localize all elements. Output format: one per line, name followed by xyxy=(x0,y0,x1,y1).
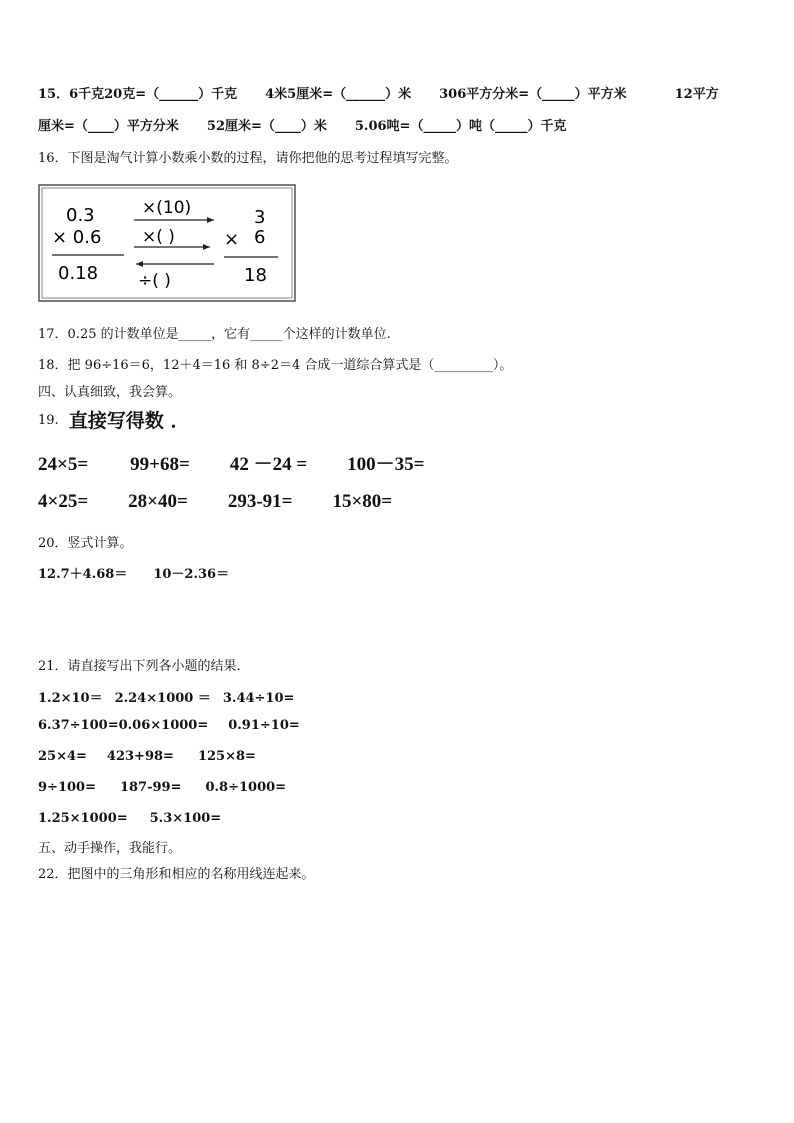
q21-r2-a: 6.37÷100= xyxy=(38,718,119,733)
right-top-number: 3 xyxy=(254,207,266,228)
q21-r3-a: 25×4= xyxy=(38,749,87,764)
q21-r2-b: 0.06×1000= xyxy=(118,718,209,733)
arrow-2-head-icon xyxy=(203,244,210,250)
right-result: 18 xyxy=(244,265,267,286)
q21-r4-b: 187-99= xyxy=(119,780,182,795)
arrow-3-label: ÷( ) xyxy=(138,271,171,291)
arrow-1-head-icon xyxy=(207,217,214,223)
arrow-3-head-icon xyxy=(136,261,143,267)
q19-r2-c: 293-91= xyxy=(227,491,293,512)
q21-r5-b: 5.3×100= xyxy=(149,811,222,826)
q21-r4-c: 0.8÷1000= xyxy=(205,780,287,795)
q15-line-2 xyxy=(38,115,566,134)
left-result: 0.18 xyxy=(58,263,99,284)
q19-row-1 xyxy=(38,449,424,476)
q15-item-4: 12平方 xyxy=(674,87,719,102)
right-mid-number: 6 xyxy=(254,227,266,248)
q21-r1-a: 1.2×10＝ xyxy=(38,691,103,706)
q19-number: 19. xyxy=(38,413,59,428)
q15-item-5: 厘米=（____）平方分米 xyxy=(38,119,179,134)
q21-r5-a: 1.25×1000= xyxy=(38,811,128,826)
right-times-sign: × xyxy=(224,229,240,250)
q21-r3-c: 125×8= xyxy=(197,749,256,764)
q15-item-1: 15．6千克20克=（______）千克 xyxy=(38,87,238,102)
q20-item-2: 10－2.36＝ xyxy=(153,567,230,582)
q19-r2-a: 4×25= xyxy=(38,491,89,512)
q21-r2-c: 0.91÷10= xyxy=(228,718,300,733)
q18-text: 18．把 96÷16＝6，12＋4＝16 和 8÷2＝4 合成一道综合算式是（_________）。 xyxy=(38,358,513,373)
q15-item-6: 52厘米=（____）米 xyxy=(206,119,327,134)
q21-r3-b: 423+98= xyxy=(106,749,174,764)
q21-r1-b: 2.24×1000 ＝ xyxy=(114,691,211,706)
arrow-2-label: ×( ) xyxy=(142,227,175,247)
q21-title: 21．请直接写出下列各小题的结果. xyxy=(38,659,241,674)
q19-row-2 xyxy=(38,491,392,513)
q21-row-4 xyxy=(38,780,286,795)
q20-items xyxy=(38,563,229,582)
q15-line-1 xyxy=(38,83,719,102)
q19-r1-a: 24×5= xyxy=(38,454,89,475)
q19-title: 直接写得数 ． xyxy=(68,410,190,432)
q19-r1-b: 99+68= xyxy=(130,454,190,475)
q16-figure xyxy=(38,183,297,303)
section-4-heading: 四、认真细致，我会算。 xyxy=(38,385,182,400)
q21-r1-c: 3.44÷10= xyxy=(222,691,295,706)
q15-item-7: 5.06吨=（_____）吨（_____）千克 xyxy=(354,119,567,134)
q19-title-line xyxy=(38,406,189,433)
q20-item-1: 12.7＋4.68＝ xyxy=(38,567,128,582)
q19-r1-d: 100－35= xyxy=(347,454,425,475)
q19-r2-b: 28×40= xyxy=(128,491,188,512)
q15-item-2: 4米5厘米=（______）米 xyxy=(265,87,412,102)
q21-row-2 xyxy=(38,718,300,733)
q15-item-3: 306平方分米=（_____）平方米 xyxy=(439,87,627,102)
q20-title: 20．竖式计算。 xyxy=(38,536,133,551)
q21-row-3 xyxy=(38,749,256,764)
q17-text: 17．0.25 的计数单位是_____，它有_____个这样的计数单位. xyxy=(38,327,391,342)
left-top-number: 0.3 xyxy=(66,205,95,226)
q16-text: 16．下图是淘气计算小数乘小数的过程，请你把他的思考过程填写完整。 xyxy=(38,151,458,166)
q21-row-5 xyxy=(38,811,221,826)
q19-r1-c: 42 －24 = xyxy=(229,454,308,475)
left-mid-number: × 0.6 xyxy=(52,227,102,248)
q19-r2-d: 15×80= xyxy=(332,491,393,512)
arrow-1-label: ×(10) xyxy=(142,198,192,218)
q21-r4-a: 9÷100= xyxy=(38,780,96,795)
q21-row-1 xyxy=(38,687,294,706)
q22-text: 22．把图中的三角形和相应的名称用线连起来。 xyxy=(38,867,315,882)
section-5-heading: 五、动手操作，我能行。 xyxy=(38,841,182,856)
